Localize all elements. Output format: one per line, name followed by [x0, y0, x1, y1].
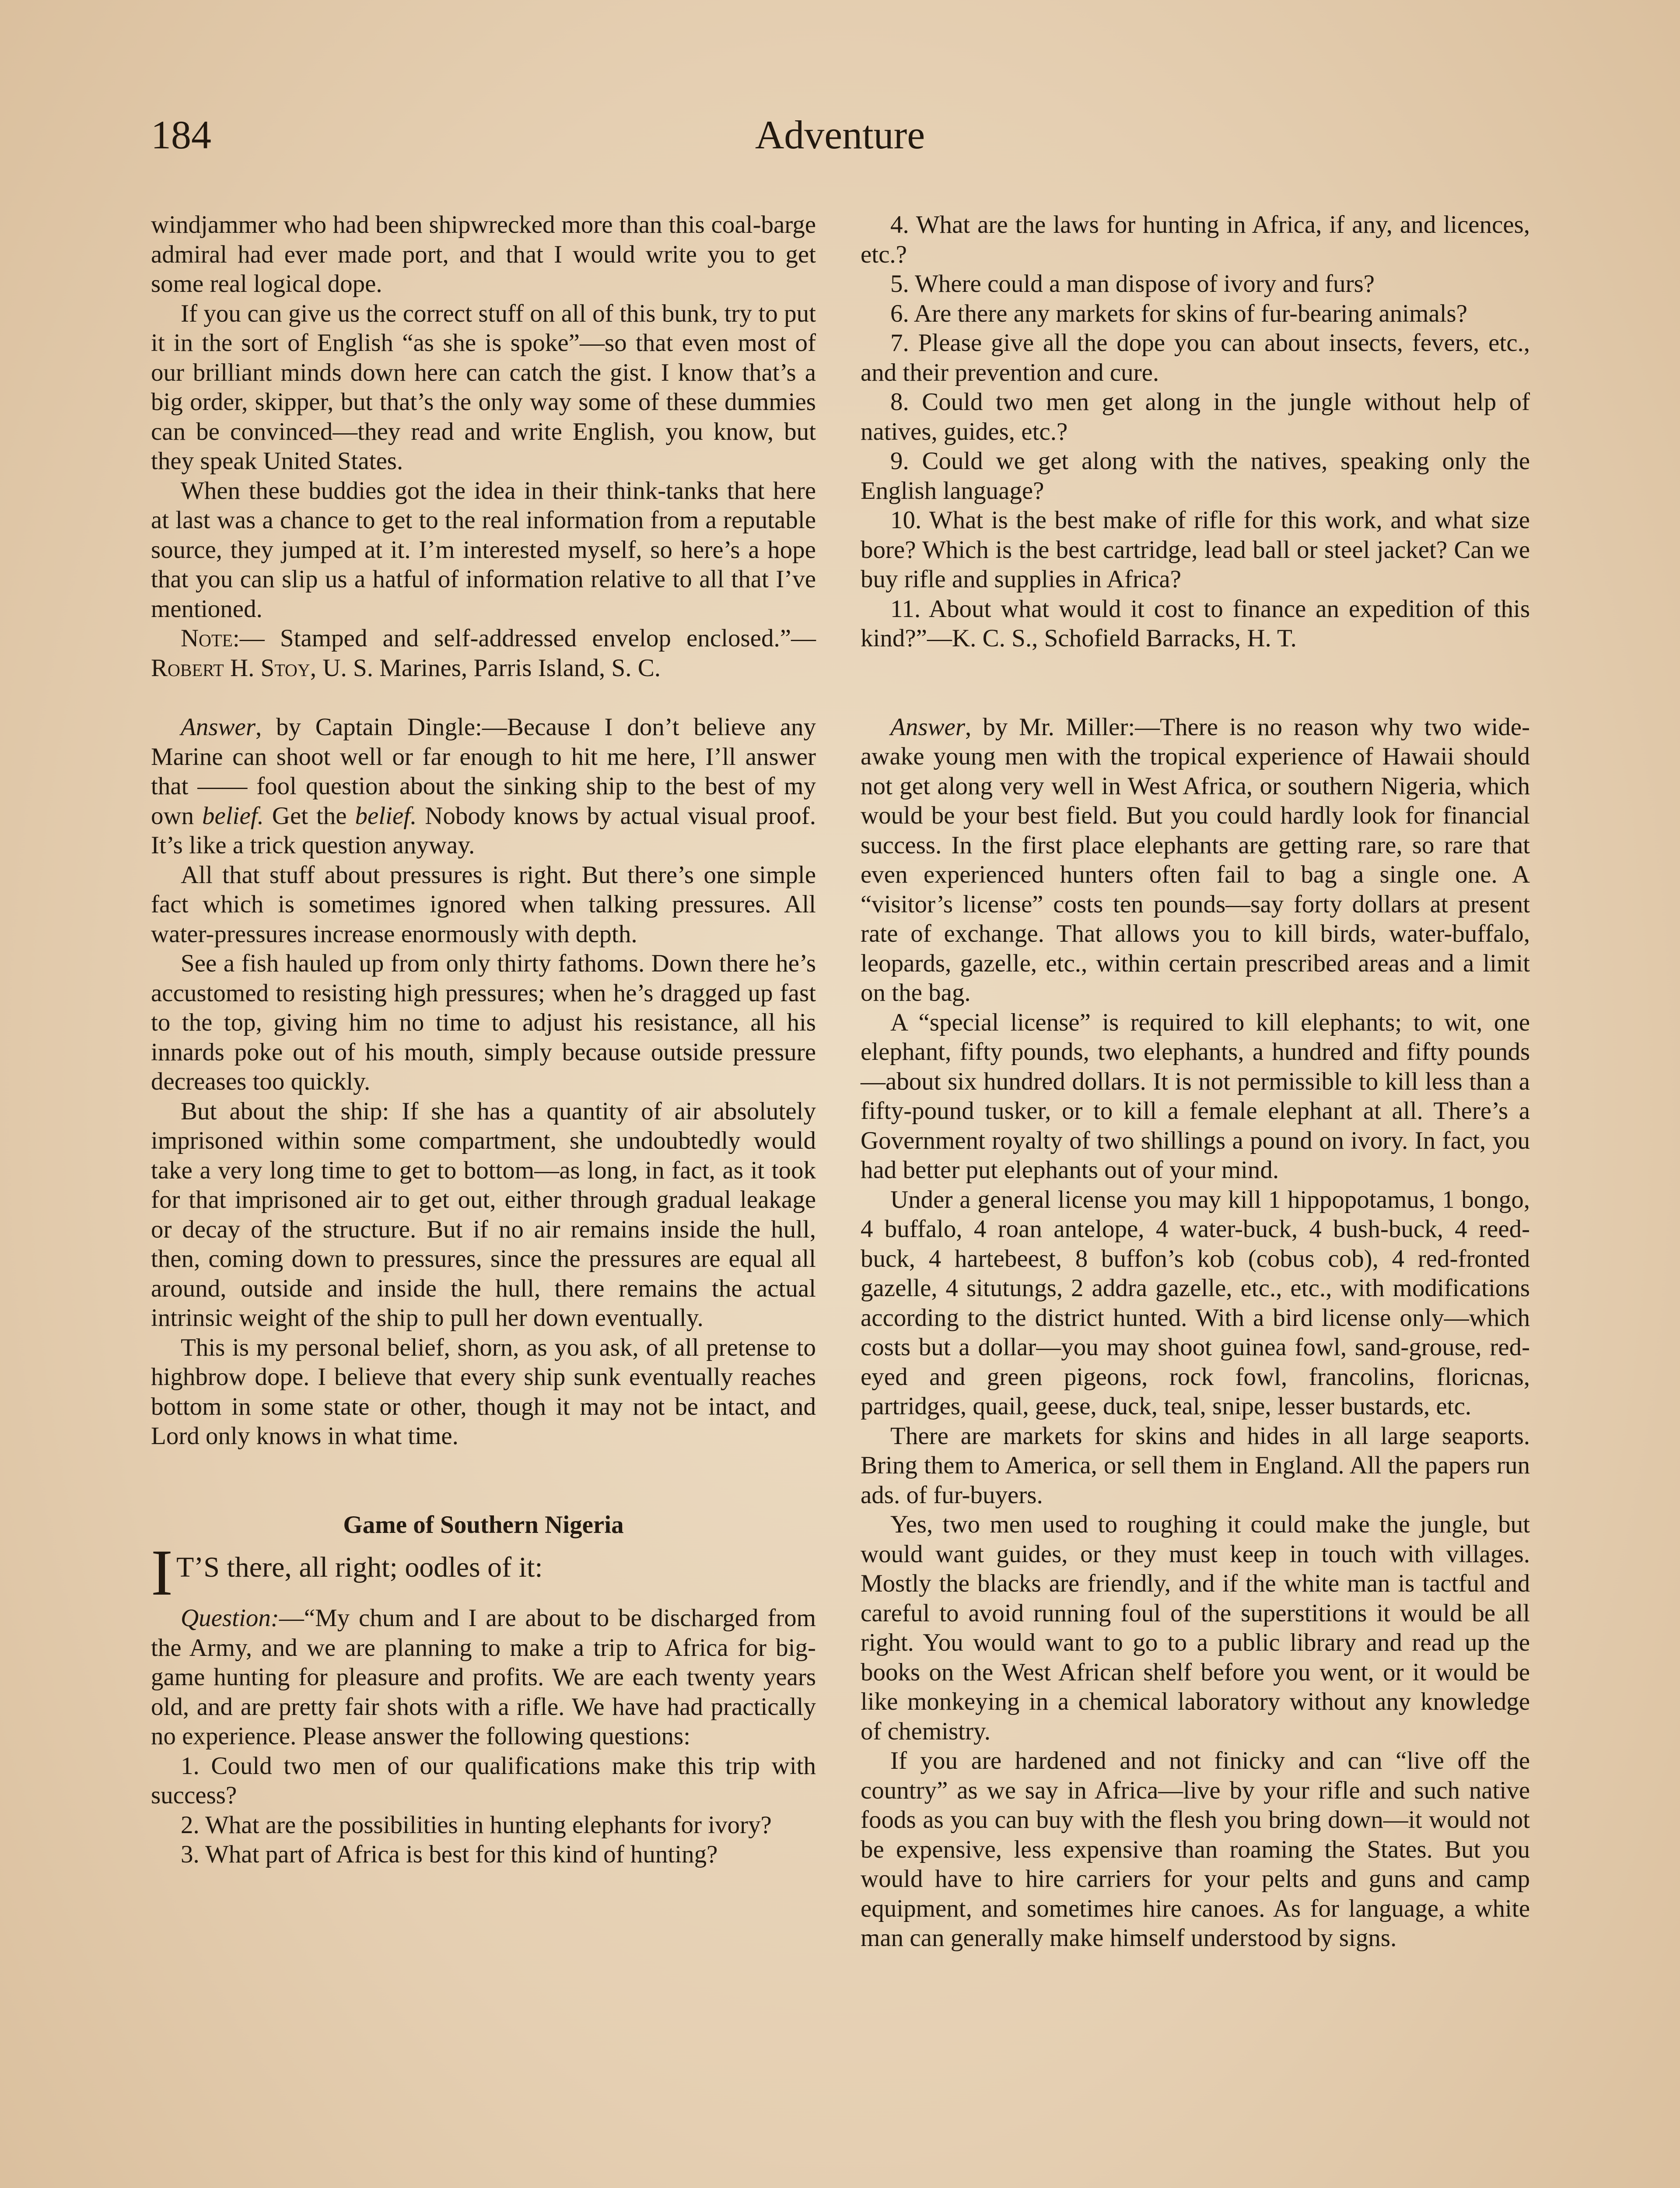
left-column [151, 210, 816, 1869]
question-item: 4. What are the laws for hunting in Africa, if any, and licences, etc.? [861, 211, 1530, 268]
question-item: 1. Could two men of our qualifications make this trip with success? [151, 1752, 816, 1809]
question-item: 3. What part of Africa is best for this kind of hunting? [181, 1841, 718, 1868]
question-paragraph: Question:—“My chum and I are about to be discharged from the Army, and we are planning to make a trip to Africa for big-game hunting for pleasure and profits. We are each twenty years old, and are pretty fair shots with a rifle. We have had practically no experience. Please answer the following questions: [151, 1604, 816, 1750]
question-item: 10. What is the best make of rifle for this work, and what size bore? Which is the best cartridge, lead ball or steel jacket? Can we buy rifle and supplies in Africa? [861, 506, 1530, 593]
paragraph: Yes, two men used to roughing it could make the jungle, but would want guides, or they must keep in touch with villages. Mostly the blacks are friendly, and if the white man is tactful and careful to avoid running foul of the superstitions it would be all right. You would want to go to a public library and read up the books on the West African shelf before you went, or it would be like monkeying in a chemical laboratory without any knowledge of chemistry. [861, 1511, 1530, 1745]
right-column [861, 210, 1530, 1953]
question-item: 6. Are there any markets for skins of fur-bearing animals? [890, 299, 1467, 327]
note-paragraph [151, 624, 816, 683]
paragraph: But about the ship: If she has a quantity of air absolutely imprisoned within some compartment, she undoubtedly would take a very long time to get to bottom—as long, in fact, as it took for that imprisoned air to get out, either through gradual leakage or decay of the structure. But if no air remains inside the hull, then, coming down to pressures, since the pressures are equal all around, outside and inside the hull, there remains the actual intrinsic weight of the ship to pull her down eventually. [151, 1097, 816, 1332]
answer-paragraph: Answer, by Mr. Miller:—There is no reason why two wide-awake young men with the tropical experience of Hawaii should not get along very well in West Africa, or southern Nigeria, which would be your best field. But you could hardly look for financial success. In the first place elephants are getting rare, so rare that even experienced hunters often fail to bag a single one. A “visitor’s license” costs ten pounds—say forty dollars at present rate of exchange. That allows you to kill birds, water-buffalo, leopards, gazelle, etc., within certain prescribed areas and a limit on the bag. [861, 713, 1530, 1006]
section-heading: Game of Southern Nigeria [343, 1511, 624, 1539]
answer-label: Answer [181, 713, 256, 741]
answer-paragraph: Answer, by Captain Dingle:—Because I don’t believe any Marine can shoot well or far enough to hit me here, I’ll answer that —— fool question about the sinking ship to the best of my own belief. Get the belief. Nobody knows by actual visual proof. It’s like a trick question anyway. [151, 713, 816, 859]
question-item: 5. Where could a man dispose of ivory and furs? [890, 270, 1375, 298]
paragraph: windjammer who had been shipwrecked more than this coal-barge admiral had ever made port, and that I would write you to get some real logical dope. [151, 211, 816, 298]
note-label: Note: [181, 624, 240, 652]
note-text: — Stamped and self-addressed envelop enclosed.”— [239, 624, 816, 652]
paragraph: A “special license” is required to kill elephants; to wit, one elephant, fifty pounds, two elephants, a hundred and fifty pounds—about six hundred dollars. It is not permissible to kill less than a fifty-pound tusker, or to kill a female elephant at all. There’s a Government royalty of two shillings a pound on ivory. In fact, you had better put elephants out of your mind. [861, 1008, 1530, 1184]
lead-paragraph: I T’S there, all right; oodles of it: [151, 1536, 543, 1609]
question-label: Question: [181, 1604, 279, 1632]
paragraph: If you are hardened and not finicky and can “live off the country” as we say in Africa—live by your rifle and such native foods as you can buy with the flesh you bring down—it would not be expensive, less expensive than roaming the States. But you would have to hire carriers for your pelts and guns and camp equipment, and sometimes hire canoes. As for language, a white man can generally make himself understood by signs. [861, 1747, 1530, 1952]
paragraph: When these buddies got the idea in their think-tanks that here at last was a chance to get to the real information from a reputable source, they jumped at it. I’m interested myself, so here’s a hope that you can slip us a hatful of information relative to all that I’ve mentioned. [151, 477, 816, 623]
paragraph: If you can give us the correct stuff on all of this bunk, try to put it in the sort of English “as she is spoke”—so that even most of our brilliant minds down here can catch the gist. I know that’s a big order, skipper, but that’s the only way some of these dummies can be convinced—they read and write English, you know, but they speak United States. [151, 299, 816, 475]
paragraph: All that stuff about pressures is right. But there’s one simple fact which is sometimes ignored when talking pressures. All water-pressures increase enormously with depth. [151, 861, 816, 948]
question-item: 9. Could we get along with the natives, speaking only the English language? [861, 447, 1530, 505]
question-item: 8. Could two men get along in the jungle without help of natives, guides, etc.? [861, 388, 1530, 445]
paragraph: There are markets for skins and hides in all large seaports. Bring them to America, or sell them in England. All the papers run ads. of fur-buyers. [861, 1422, 1530, 1509]
page-number: 184 [151, 112, 211, 157]
note-location: , U. S. Marines, Parris Island, S. C. [310, 654, 661, 682]
question-item: 7. Please give all the dope you can about insects, fevers, etc., and their prevention and cure. [861, 329, 1530, 386]
answer-label: Answer [890, 713, 965, 741]
question-item: 11. About what would it cost to finance an expedition of this kind?”—K. C. S., Schofield Barracks, H. T. [861, 595, 1530, 652]
running-head: Adventure [755, 112, 925, 157]
question-item: 2. What are the possibilities in hunting elephants for ivory? [181, 1811, 772, 1839]
paragraph: See a fish hauled up from only thirty fathoms. Down there he’s accustomed to resisting high pressures; when he’s dragged up fast to the top, giving him no time to adjust his resistance, all his innards poke out of his mouth, simply because outside pressure decreases too quickly. [151, 950, 816, 1095]
note-signature: Robert H. Stoy [151, 654, 310, 682]
paragraph: This is my personal belief, shorn, as you ask, of all pretense to highbrow dope. I believe that every ship sunk eventually reaches bottom in some state or other, though it may not be intact, and Lord only knows in what time. [151, 1333, 816, 1450]
drop-cap: I [151, 1536, 173, 1609]
paragraph: Under a general license you may kill 1 hippopotamus, 1 bongo, 4 buffalo, 4 roan antelope, 4 water-buck, 4 bush-buck, 4 reed-buck, 4 hartebeest, 8 buffon’s kob (cobus cob), 4 red-fronted gazelle, 4 situtungs, 2 addra gazelle, etc., etc., with modifications according to the district hunted. With a bird license only—which costs but a dollar—you may shoot guinea fowl, sand-grouse, red-eyed and green pigeons, rock fowl, francolins, floricnas, partridges, quail, geese, duck, teal, snipe, lesser bustards, etc. [861, 1185, 1530, 1420]
